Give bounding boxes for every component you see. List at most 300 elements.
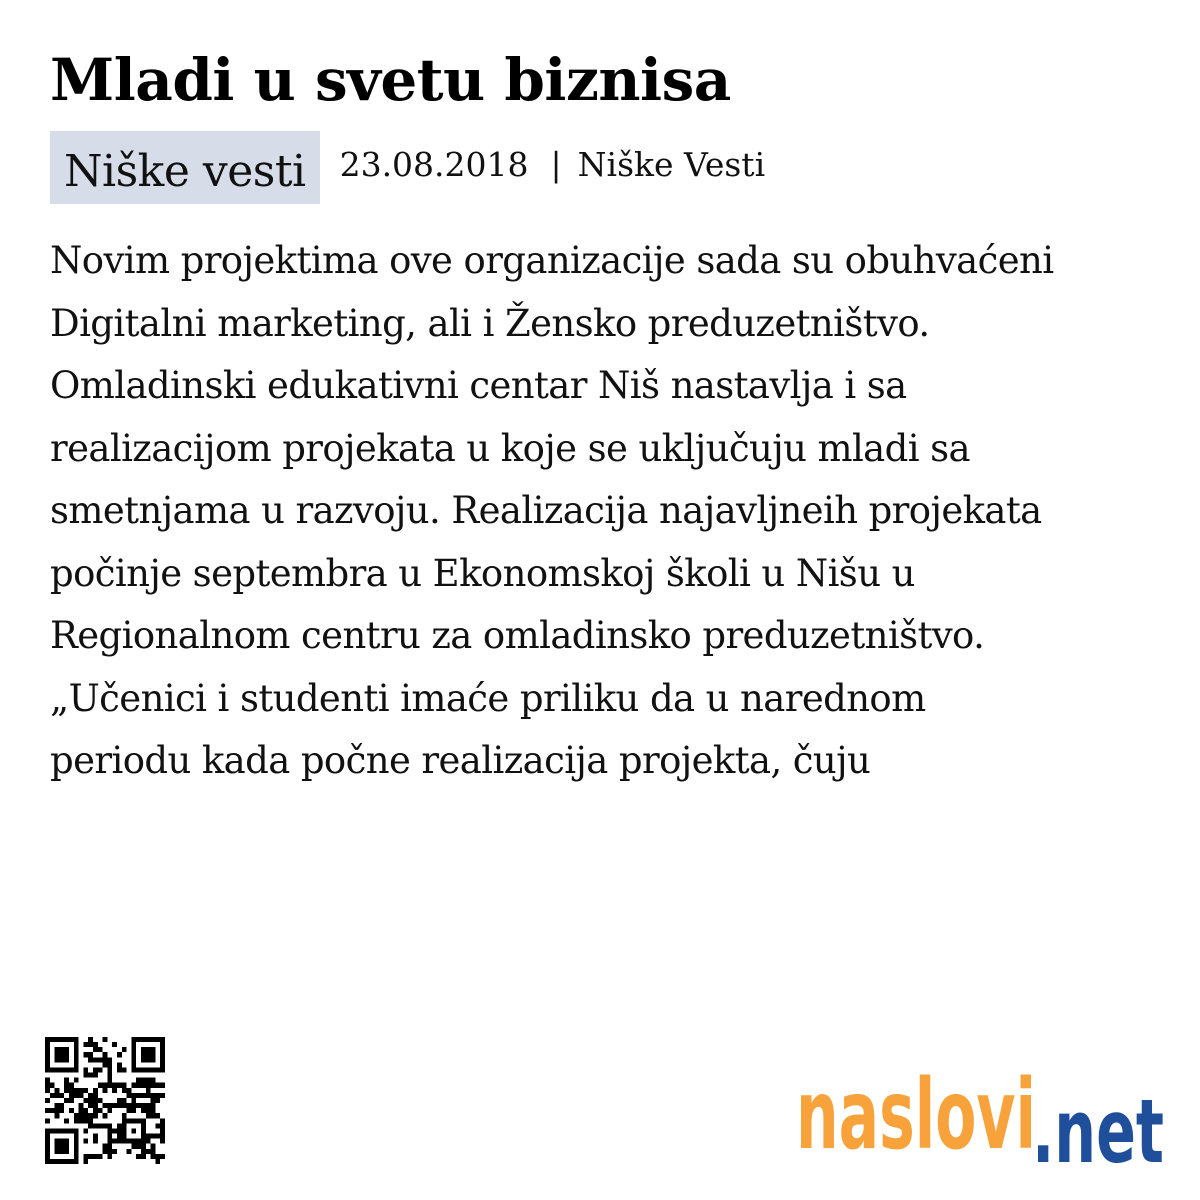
qr-module xyxy=(141,1103,146,1108)
qr-module xyxy=(45,1108,50,1113)
article-body xyxy=(50,230,1170,793)
qr-module xyxy=(83,1154,88,1159)
qr-module xyxy=(107,1083,112,1088)
qr-module xyxy=(151,1093,156,1098)
qr-module xyxy=(151,1113,156,1118)
qr-module xyxy=(55,1052,60,1057)
qr-module xyxy=(74,1052,79,1057)
logo-text-tld: .net xyxy=(1032,1080,1164,1166)
qr-module xyxy=(98,1083,103,1088)
meta-separator: | xyxy=(550,145,562,184)
qr-module xyxy=(98,1057,103,1062)
qr-module xyxy=(88,1057,93,1062)
qr-module xyxy=(83,1139,88,1144)
qr-module xyxy=(136,1103,141,1108)
body-line: periodu kada počne realizacija projekta, čuju xyxy=(50,739,871,782)
body-line: Novim projektima ove organizacije sada su obuhvaćeni xyxy=(50,239,1054,282)
qr-module xyxy=(103,1123,108,1128)
qr-module xyxy=(59,1047,64,1052)
qr-module xyxy=(117,1123,122,1128)
qr-module xyxy=(45,1047,50,1052)
qr-module xyxy=(50,1083,55,1088)
qr-module xyxy=(155,1093,160,1098)
qr-module xyxy=(107,1123,112,1128)
qr-module xyxy=(64,1067,69,1072)
qr-module xyxy=(83,1073,88,1078)
qr-module xyxy=(127,1108,132,1113)
qr-module xyxy=(64,1098,69,1103)
qr-module xyxy=(103,1088,108,1093)
qr-module xyxy=(59,1108,64,1113)
qr-module xyxy=(117,1067,122,1072)
qr-code-icon[interactable] xyxy=(45,1037,165,1164)
qr-module xyxy=(45,1042,50,1047)
qr-module xyxy=(136,1037,141,1042)
qr-module xyxy=(93,1042,98,1047)
qr-module xyxy=(74,1139,79,1144)
qr-module xyxy=(103,1149,108,1154)
body-line: Regionalnom centru za omladinsko preduzetništvo. xyxy=(50,614,985,657)
qr-module xyxy=(122,1098,127,1103)
qr-module xyxy=(55,1128,60,1133)
logo-text-main: naslovi xyxy=(796,1062,1036,1166)
qr-module xyxy=(93,1108,98,1113)
qr-module xyxy=(74,1088,79,1093)
qr-module xyxy=(127,1139,132,1144)
qr-module xyxy=(50,1128,55,1133)
qr-module xyxy=(69,1098,74,1103)
qr-module xyxy=(136,1078,141,1083)
qr-module xyxy=(93,1103,98,1108)
qr-module xyxy=(131,1118,136,1123)
qr-module xyxy=(103,1062,108,1067)
qr-module xyxy=(146,1134,151,1139)
category-badge[interactable]: Niške vesti xyxy=(50,131,320,204)
qr-module xyxy=(117,1098,122,1103)
naslovi-logo[interactable] xyxy=(796,1062,1166,1166)
qr-module xyxy=(55,1159,60,1164)
qr-module xyxy=(64,1078,69,1083)
qr-module xyxy=(151,1154,156,1159)
qr-module xyxy=(151,1052,156,1057)
qr-module xyxy=(136,1154,141,1159)
qr-module xyxy=(93,1047,98,1052)
qr-module xyxy=(146,1078,151,1083)
qr-module xyxy=(122,1118,127,1123)
qr-module xyxy=(74,1093,79,1098)
qr-module xyxy=(83,1088,88,1093)
qr-module xyxy=(131,1057,136,1062)
qr-module xyxy=(151,1103,156,1108)
qr-module xyxy=(64,1083,69,1088)
qr-module xyxy=(155,1154,160,1159)
qr-module xyxy=(141,1154,146,1159)
qr-module xyxy=(141,1083,146,1088)
qr-module xyxy=(59,1037,64,1042)
qr-module xyxy=(127,1149,132,1154)
article-date: 23.08.2018 xyxy=(339,145,529,184)
qr-module xyxy=(64,1037,69,1042)
qr-module xyxy=(88,1098,93,1103)
qr-module xyxy=(146,1057,151,1062)
qr-module xyxy=(93,1067,98,1072)
qr-module xyxy=(131,1067,136,1072)
qr-module xyxy=(93,1093,98,1098)
qr-module xyxy=(59,1067,64,1072)
qr-module xyxy=(59,1159,64,1164)
qr-module xyxy=(103,1037,108,1042)
qr-module xyxy=(64,1149,69,1154)
qr-module xyxy=(160,1067,165,1072)
qr-module xyxy=(93,1088,98,1093)
qr-module xyxy=(83,1159,88,1164)
qr-module xyxy=(122,1128,127,1133)
qr-module xyxy=(136,1083,141,1088)
qr-module xyxy=(131,1108,136,1113)
qr-module xyxy=(88,1037,93,1042)
qr-module xyxy=(146,1047,151,1052)
qr-module xyxy=(55,1037,60,1042)
qr-module xyxy=(103,1144,108,1149)
qr-module xyxy=(146,1149,151,1154)
qr-module xyxy=(45,1098,50,1103)
qr-module xyxy=(93,1139,98,1144)
qr-module xyxy=(64,1057,69,1062)
article-source: Niške Vesti xyxy=(577,145,766,184)
qr-module xyxy=(45,1088,50,1093)
qr-module xyxy=(55,1103,60,1108)
qr-module xyxy=(141,1139,146,1144)
qr-module xyxy=(141,1052,146,1057)
qr-module xyxy=(117,1062,122,1067)
qr-module xyxy=(79,1088,84,1093)
qr-module xyxy=(93,1134,98,1139)
qr-module xyxy=(146,1113,151,1118)
qr-module xyxy=(112,1139,117,1144)
qr-module xyxy=(59,1052,64,1057)
qr-module xyxy=(131,1042,136,1047)
qr-module xyxy=(155,1159,160,1164)
qr-module xyxy=(79,1103,84,1108)
qr-module xyxy=(112,1088,117,1093)
qr-module xyxy=(155,1113,160,1118)
qr-module xyxy=(55,1144,60,1149)
qr-module xyxy=(74,1159,79,1164)
qr-module xyxy=(141,1067,146,1072)
article-title: Mladi u svetu biznisa xyxy=(50,46,731,114)
body-line: Omladinski edukativni centar Niš nastavlja i sa xyxy=(50,364,907,407)
qr-module xyxy=(151,1067,156,1072)
qr-module xyxy=(64,1088,69,1093)
qr-module xyxy=(112,1103,117,1108)
qr-module xyxy=(79,1113,84,1118)
qr-module xyxy=(83,1067,88,1072)
body-line: smetnjama u razvoju. Realizacija najavljneih projekata xyxy=(50,489,1042,532)
qr-module xyxy=(117,1134,122,1139)
qr-module xyxy=(98,1123,103,1128)
qr-module xyxy=(74,1047,79,1052)
qr-module xyxy=(88,1113,93,1118)
qr-module xyxy=(83,1052,88,1057)
qr-module xyxy=(88,1103,93,1108)
qr-module xyxy=(107,1139,112,1144)
qr-module xyxy=(64,1128,69,1133)
qr-module xyxy=(50,1108,55,1113)
qr-module xyxy=(74,1118,79,1123)
qr-module xyxy=(131,1128,136,1133)
qr-module xyxy=(146,1108,151,1113)
qr-module xyxy=(45,1139,50,1144)
qr-module xyxy=(160,1118,165,1123)
qr-module xyxy=(45,1037,50,1042)
qr-module xyxy=(141,1149,146,1154)
qr-module xyxy=(88,1093,93,1098)
qr-module xyxy=(112,1083,117,1088)
qr-module xyxy=(151,1083,156,1088)
qr-module xyxy=(151,1037,156,1042)
qr-module xyxy=(131,1037,136,1042)
qr-module xyxy=(151,1108,156,1113)
qr-module xyxy=(141,1108,146,1113)
qr-module xyxy=(64,1144,69,1149)
qr-module xyxy=(160,1052,165,1057)
qr-module xyxy=(93,1073,98,1078)
qr-module xyxy=(93,1098,98,1103)
qr-module xyxy=(83,1118,88,1123)
qr-module xyxy=(160,1093,165,1098)
qr-module xyxy=(160,1134,165,1139)
qr-module xyxy=(59,1128,64,1133)
qr-module xyxy=(107,1073,112,1078)
qr-module xyxy=(55,1093,60,1098)
qr-module xyxy=(131,1139,136,1144)
qr-module xyxy=(55,1088,60,1093)
qr-module xyxy=(151,1078,156,1083)
qr-module xyxy=(79,1118,84,1123)
qr-module xyxy=(151,1149,156,1154)
qr-module xyxy=(93,1113,98,1118)
qr-module xyxy=(122,1067,127,1072)
qr-module xyxy=(98,1067,103,1072)
qr-module xyxy=(151,1144,156,1149)
qr-module xyxy=(160,1047,165,1052)
qr-module xyxy=(74,1113,79,1118)
qr-module xyxy=(88,1073,93,1078)
qr-module xyxy=(151,1134,156,1139)
qr-module xyxy=(59,1103,64,1108)
article-meta-info xyxy=(340,145,766,185)
body-line: Digitalni marketing, ali i Žensko preduzetništvo. xyxy=(50,301,930,345)
qr-module xyxy=(93,1154,98,1159)
qr-module xyxy=(88,1118,93,1123)
qr-module xyxy=(83,1128,88,1133)
qr-module xyxy=(136,1139,141,1144)
qr-module xyxy=(160,1083,165,1088)
qr-module xyxy=(117,1083,122,1088)
qr-module xyxy=(74,1037,79,1042)
qr-module xyxy=(141,1128,146,1133)
qr-module xyxy=(45,1057,50,1062)
qr-module xyxy=(74,1067,79,1072)
qr-module xyxy=(146,1093,151,1098)
qr-module xyxy=(55,1113,60,1118)
qr-module xyxy=(117,1139,122,1144)
qr-module xyxy=(155,1098,160,1103)
qr-module xyxy=(103,1052,108,1057)
qr-module xyxy=(141,1057,146,1062)
qr-module xyxy=(146,1088,151,1093)
qr-module xyxy=(160,1037,165,1042)
qr-module xyxy=(127,1088,132,1093)
qr-module xyxy=(107,1149,112,1154)
qr-module xyxy=(69,1128,74,1133)
qr-module xyxy=(146,1139,151,1144)
qr-module xyxy=(64,1139,69,1144)
qr-module xyxy=(160,1154,165,1159)
qr-module xyxy=(59,1144,64,1149)
qr-module xyxy=(50,1037,55,1042)
qr-module xyxy=(74,1144,79,1149)
qr-module xyxy=(136,1118,141,1123)
qr-module xyxy=(45,1052,50,1057)
qr-module xyxy=(141,1047,146,1052)
qr-module xyxy=(122,1113,127,1118)
qr-module xyxy=(45,1083,50,1088)
qr-module xyxy=(112,1042,117,1047)
qr-module xyxy=(122,1103,127,1108)
qr-module xyxy=(122,1083,127,1088)
qr-module xyxy=(112,1149,117,1154)
qr-module xyxy=(55,1057,60,1062)
qr-module xyxy=(45,1078,50,1083)
qr-module xyxy=(107,1057,112,1062)
qr-module xyxy=(45,1118,50,1123)
qr-module xyxy=(98,1047,103,1052)
qr-module xyxy=(131,1144,136,1149)
qr-module xyxy=(155,1083,160,1088)
qr-module xyxy=(88,1042,93,1047)
qr-module xyxy=(107,1108,112,1113)
qr-module xyxy=(127,1103,132,1108)
qr-module xyxy=(103,1103,108,1108)
qr-module xyxy=(69,1083,74,1088)
qr-module xyxy=(160,1062,165,1067)
qr-module xyxy=(74,1128,79,1133)
qr-module xyxy=(117,1103,122,1108)
qr-module xyxy=(59,1139,64,1144)
qr-module xyxy=(83,1098,88,1103)
qr-module xyxy=(64,1159,69,1164)
qr-module xyxy=(74,1057,79,1062)
qr-module xyxy=(107,1067,112,1072)
qr-module xyxy=(117,1128,122,1133)
qr-module xyxy=(88,1052,93,1057)
qr-module xyxy=(122,1047,127,1052)
qr-module xyxy=(127,1118,132,1123)
qr-module xyxy=(69,1088,74,1093)
qr-module xyxy=(69,1067,74,1072)
qr-module xyxy=(64,1052,69,1057)
qr-module xyxy=(136,1067,141,1072)
qr-module xyxy=(107,1144,112,1149)
body-line: realizacijom projekata u koje se uključuju mladi sa xyxy=(50,426,970,470)
qr-module xyxy=(160,1123,165,1128)
qr-module xyxy=(141,1144,146,1149)
qr-module xyxy=(131,1093,136,1098)
qr-module xyxy=(50,1093,55,1098)
qr-module xyxy=(107,1134,112,1139)
qr-module xyxy=(141,1093,146,1098)
qr-module xyxy=(45,1134,50,1139)
qr-module xyxy=(103,1083,108,1088)
article-meta xyxy=(50,131,765,204)
qr-module xyxy=(88,1123,93,1128)
qr-module xyxy=(141,1118,146,1123)
qr-module xyxy=(69,1108,74,1113)
qr-module xyxy=(74,1154,79,1159)
qr-module xyxy=(55,1108,60,1113)
qr-module xyxy=(122,1134,127,1139)
qr-module xyxy=(155,1037,160,1042)
qr-module xyxy=(131,1047,136,1052)
qr-module xyxy=(107,1128,112,1133)
qr-module xyxy=(93,1123,98,1128)
qr-module xyxy=(83,1113,88,1118)
qr-module xyxy=(122,1139,127,1144)
qr-module xyxy=(74,1062,79,1067)
qr-module xyxy=(55,1047,60,1052)
qr-module xyxy=(122,1088,127,1093)
qr-module xyxy=(88,1154,93,1159)
qr-module xyxy=(117,1052,122,1057)
qr-module xyxy=(141,1134,146,1139)
qr-module xyxy=(79,1093,84,1098)
qr-module xyxy=(74,1042,79,1047)
qr-module xyxy=(107,1078,112,1083)
qr-module xyxy=(45,1154,50,1159)
qr-module xyxy=(50,1067,55,1072)
qr-module xyxy=(131,1062,136,1067)
qr-module xyxy=(69,1093,74,1098)
qr-module xyxy=(146,1037,151,1042)
qr-module xyxy=(83,1108,88,1113)
qr-module xyxy=(151,1057,156,1062)
qr-module xyxy=(141,1037,146,1042)
qr-module xyxy=(141,1123,146,1128)
qr-module xyxy=(136,1144,141,1149)
qr-module xyxy=(55,1149,60,1154)
qr-module xyxy=(45,1067,50,1072)
qr-module xyxy=(141,1078,146,1083)
qr-module xyxy=(83,1042,88,1047)
qr-module xyxy=(155,1067,160,1072)
qr-module xyxy=(45,1062,50,1067)
qr-module xyxy=(59,1149,64,1154)
body-line: počinje septembra u Ekonomskoj školi u Nišu u xyxy=(50,551,915,595)
qr-module xyxy=(103,1057,108,1062)
qr-module xyxy=(131,1083,136,1088)
qr-module xyxy=(79,1108,84,1113)
qr-module xyxy=(107,1103,112,1108)
qr-module xyxy=(98,1108,103,1113)
qr-module xyxy=(103,1113,108,1118)
qr-module xyxy=(107,1062,112,1067)
qr-module xyxy=(112,1128,117,1133)
qr-module xyxy=(160,1057,165,1062)
qr-module xyxy=(131,1103,136,1108)
qr-module xyxy=(146,1103,151,1108)
qr-module xyxy=(127,1093,132,1098)
